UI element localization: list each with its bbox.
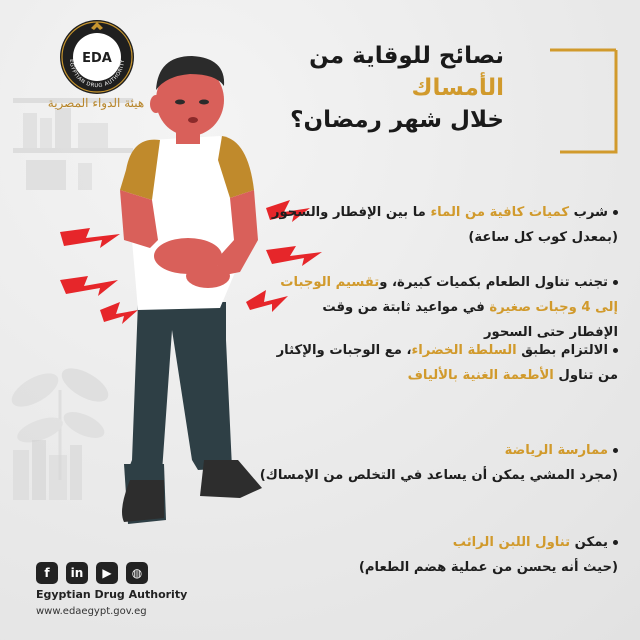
tip-text: ، مع الوجبات والإكثار (276, 343, 412, 358)
tip-line (280, 270, 618, 295)
tip-item (288, 530, 618, 580)
tip-text: تجنب تناول الطعام بكميات كبيرة، و (379, 275, 608, 290)
tip-text: ما بين الإفطار والسحور (271, 205, 431, 220)
logo-ring-text: EGYPTIAN DRUG AUTHORITY (67, 59, 127, 90)
tip-item (259, 438, 618, 488)
linkedin-icon[interactable]: in (66, 562, 88, 584)
bullet-icon (613, 280, 618, 285)
tip-line (276, 338, 618, 363)
tip-highlight: ممارسة الرياضة (504, 443, 608, 458)
tip-item (271, 200, 618, 250)
bullet-icon (613, 210, 618, 215)
tip-highlight: كميات كافية من الماء (430, 205, 569, 220)
tip-highlight: إلى 4 وجبات صغيرة (489, 300, 618, 315)
tip-highlight: تناول اللبن الرائب (452, 535, 571, 550)
tip-text: الإفطار حتى السحور (483, 325, 618, 340)
tip-text: يمكن (570, 535, 608, 550)
tip-text: في مواعيد ثابتة من وقت (322, 300, 490, 315)
tip-line (288, 225, 618, 250)
bullet-icon (613, 348, 618, 353)
tip-line (271, 200, 618, 225)
tip-highlight: الأطعمة الغنية بالألياف (407, 368, 554, 383)
tip-text: شرب (568, 205, 608, 220)
tip-item (276, 338, 618, 388)
tip-text: من تناول (553, 368, 618, 383)
tip-text: (مجرد المشي يمكن أن يساعد في التخلص من الإمساك) (259, 468, 618, 483)
pain-bolt-icon (60, 276, 118, 296)
title-line-3: خلال شهر رمضان؟ (290, 107, 504, 133)
pain-bolt-icon (60, 228, 120, 248)
logo-caption: هيئة الدواء المصرية (47, 96, 145, 110)
social-links (36, 562, 148, 584)
tip-highlight: تقسيم الوجبات (280, 275, 380, 290)
footer-organization-name: Egyptian Drug Authority (36, 588, 188, 601)
facebook-icon[interactable]: f (36, 562, 58, 584)
tip-highlight: السلطة الخضراء (411, 343, 517, 358)
tip-line (288, 363, 618, 388)
youtube-icon[interactable]: ▶ (96, 562, 118, 584)
logo-mark: EDA (82, 51, 112, 66)
pain-bolt-icon (100, 302, 138, 324)
title-line-1: نصائح للوقاية من (309, 43, 504, 69)
tip-text: (حيث أنه يحسن من عملية هضم الطعام) (358, 560, 618, 575)
bullet-icon (613, 540, 618, 545)
tip-line (288, 530, 618, 555)
tip-line (288, 555, 618, 580)
tip-line (288, 438, 618, 463)
footer-website-link[interactable]: www.edaegypt.gov.eg (36, 606, 147, 617)
globe-icon[interactable]: ◍ (126, 562, 148, 584)
bullet-icon (613, 448, 618, 453)
tip-text: الالتزام بطبق (516, 343, 608, 358)
tip-text: (بمعدل كوب كل ساعة) (468, 230, 618, 245)
title-bracket (500, 46, 620, 156)
tip-item (280, 270, 618, 345)
tip-line (259, 463, 618, 488)
title-line-2: الأمساك (411, 75, 504, 101)
tip-line (288, 295, 618, 320)
